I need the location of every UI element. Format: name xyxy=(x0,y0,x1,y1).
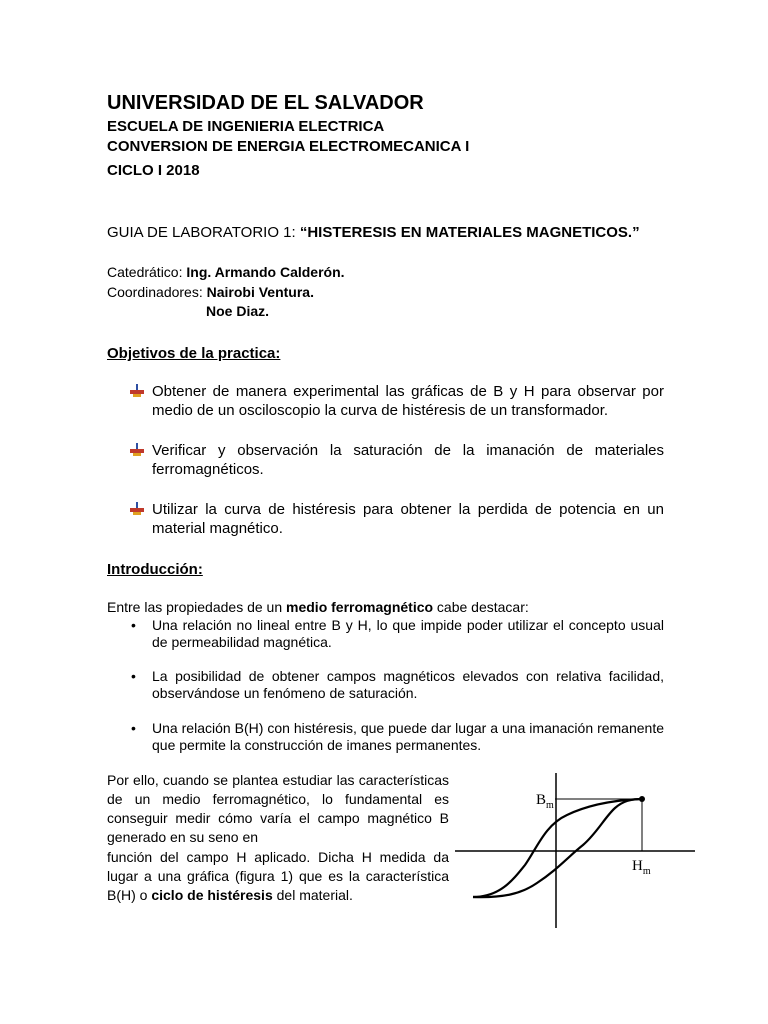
intro-bullet: Una relación no lineal entre B y H, lo que impide poder utilizar el concepto usual de permeabilidad magnética. xyxy=(152,617,664,650)
closing-2-post: del material. xyxy=(272,887,353,903)
school-name: ESCUELA DE INGENIERIA ELECTRICA xyxy=(107,118,385,135)
cycle-label: CICLO I 2018 xyxy=(107,162,200,179)
professor-line xyxy=(107,264,345,280)
intro-bullet: Una relación B(H) con histéresis, que puede dar lugar a una imanación remanente que permite la construcción de imanes permanentes. xyxy=(152,720,664,753)
objectives-heading: Objetivos de la practica: xyxy=(107,345,281,362)
intro-lead-bold: medio ferromagnético xyxy=(286,599,434,615)
objective-item: Utilizar la curva de histéresis para obtener la perdida de potencia en un material magnético. xyxy=(152,501,664,537)
intro-lead-pre: Entre las propiedades de un xyxy=(107,599,287,615)
coordinators-line xyxy=(107,284,314,300)
intro-bullet: La posibilidad de obtener campos magnéticos elevados con relativa facilidad, observándose un fenómeno de saturación. xyxy=(152,668,664,701)
course-name: CONVERSION DE ENERGIA ELECTROMECANICA I xyxy=(107,138,470,155)
guide-prefix: GUIA DE LABORATORIO 1: xyxy=(107,224,300,241)
professor-name: Ing. Armando Calderón. xyxy=(186,264,345,280)
bullet-dot: • xyxy=(131,617,136,633)
arrow-bullet-icon xyxy=(130,384,144,398)
intro-lead-post: cabe destacar: xyxy=(433,599,529,615)
bullet-dot: • xyxy=(131,720,136,736)
hm-label: $H_m$ xyxy=(632,858,651,877)
guide-title xyxy=(107,224,640,241)
closing-2-pre: función del campo H aplicado. Dicha H medida da lugar a una gráfica (figura 1) que es la característica B(H) o xyxy=(107,849,449,903)
closing-2-bold: ciclo de histéresis xyxy=(151,887,273,903)
upper-branch xyxy=(473,799,642,897)
university-title: UNIVERSIDAD DE EL SALVADOR xyxy=(107,92,424,114)
saturation-point xyxy=(639,796,645,802)
intro-lead xyxy=(107,599,529,615)
coordinators-label: Coordinadores: xyxy=(107,284,207,300)
professor-label: Catedrático: xyxy=(107,264,187,280)
closing-paragraph-1: Por ello, cuando se plantea estudiar las características de un medio ferromagnético, lo fundamental es conseguir medir cómo varía el campo magnético B generado en su seno en xyxy=(107,772,449,845)
intro-heading: Introducción: xyxy=(107,561,203,578)
guide-topic: “HISTERESIS EN MATERIALES MAGNETICOS.” xyxy=(299,224,640,241)
arrow-bullet-icon xyxy=(130,443,144,457)
bullet-dot: • xyxy=(131,668,136,684)
coordinator-2: Noe Diaz. xyxy=(206,303,270,319)
closing-paragraph-2 xyxy=(107,848,449,905)
coordinator-1: Nairobi Ventura. xyxy=(206,284,314,300)
hysteresis-figure xyxy=(455,770,695,930)
arrow-bullet-icon xyxy=(130,502,144,516)
bm-label: $B_m$ xyxy=(536,792,554,811)
objective-item: Verificar y observación la saturación de la imanación de materiales ferromagnéticos. xyxy=(152,442,664,478)
objective-item: Obtener de manera experimental las gráficas de B y H para observar por medio de un osciloscopio la curva de histéresis de un transformador. xyxy=(152,383,664,419)
lower-branch xyxy=(473,799,642,897)
